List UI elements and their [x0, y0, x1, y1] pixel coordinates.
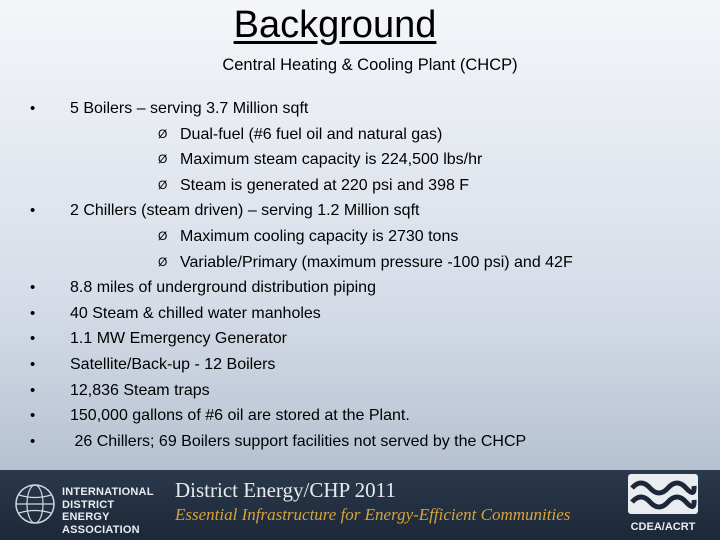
idea-line-3: ASSOCIATION	[62, 523, 140, 536]
item-text: Maximum steam capacity is 224,500 lbs/hr	[180, 151, 483, 169]
bullet-marker: •	[30, 279, 36, 297]
footer-banner	[0, 470, 720, 540]
item-text: 5 Boilers – serving 3.7 Million sqft	[70, 100, 309, 117]
bullet-marker: •	[30, 432, 36, 450]
cdea-logo	[612, 474, 714, 536]
bullet-item	[30, 378, 700, 404]
item-text: Maximum cooling capacity is 2730 tons	[180, 227, 459, 245]
conference-banner	[175, 476, 595, 526]
item-text: 8.8 miles of underground distribution piping	[70, 279, 376, 297]
item-text: Satellite/Back-up - 12 Boilers	[70, 355, 276, 373]
sub-bullet-item	[30, 250, 700, 276]
arrow-marker: Ø	[158, 126, 168, 141]
bullet-marker: •	[30, 100, 36, 117]
bullet-marker: •	[30, 330, 36, 348]
banner-title: District Energy/CHP 2011	[175, 478, 396, 502]
bullet-marker: •	[30, 202, 36, 220]
item-text: 150,000 gallons of #6 oil are stored at the Plant.	[70, 407, 410, 425]
bullet-item	[30, 275, 700, 301]
bullet-item	[30, 326, 700, 352]
bullet-item	[30, 198, 700, 224]
arrow-marker: Ø	[158, 152, 168, 167]
idea-line-2: DISTRICT ENERGY	[62, 498, 115, 523]
bullet-item	[30, 352, 700, 378]
bullet-list	[30, 96, 700, 454]
banner-subtitle: Essential Infrastructure for Energy-Efficient Communities	[175, 505, 571, 524]
sub-bullet-item	[30, 147, 700, 173]
item-text: 1.1 MW Emergency Generator	[70, 330, 287, 348]
sub-bullet-item	[30, 122, 700, 148]
cdea-label: CDEA/ACRT	[630, 521, 696, 533]
idea-line-1: INTERNATIONAL	[62, 486, 154, 498]
item-text: 12,836 Steam traps	[70, 381, 210, 399]
bullet-item	[30, 403, 700, 429]
item-text: 2 Chillers (steam driven) – serving 1.2 Million sqft	[70, 202, 420, 220]
globe-icon	[14, 483, 56, 525]
item-text: Steam is generated at 220 psi and 398 F	[180, 176, 470, 194]
arrow-marker: Ø	[158, 177, 168, 192]
bullet-marker: •	[30, 355, 36, 373]
slide-title: Background	[233, 4, 437, 46]
bullet-marker: •	[30, 381, 36, 399]
arrow-marker: Ø	[158, 254, 168, 269]
idea-logo	[14, 480, 164, 536]
item-text: Variable/Primary (maximum pressure -100 psi) and 42F	[180, 253, 573, 271]
item-text: 26 Chillers; 69 Boilers support facilities not served by the CHCP	[70, 432, 527, 450]
sub-bullet-item	[30, 173, 700, 199]
sub-bullet-item	[30, 224, 700, 250]
bullet-marker: •	[30, 407, 36, 425]
bullet-item	[30, 96, 700, 122]
bullet-item	[30, 301, 700, 327]
bullet-marker: •	[30, 304, 36, 322]
slide-subtitle: Central Heating & Cooling Plant (CHCP)	[222, 56, 518, 74]
bullet-item	[30, 429, 700, 455]
arrow-marker: Ø	[158, 228, 168, 243]
wave-icon	[628, 474, 698, 514]
item-text: Dual-fuel (#6 fuel oil and natural gas)	[180, 125, 443, 143]
item-text: 40 Steam & chilled water manholes	[70, 304, 321, 322]
